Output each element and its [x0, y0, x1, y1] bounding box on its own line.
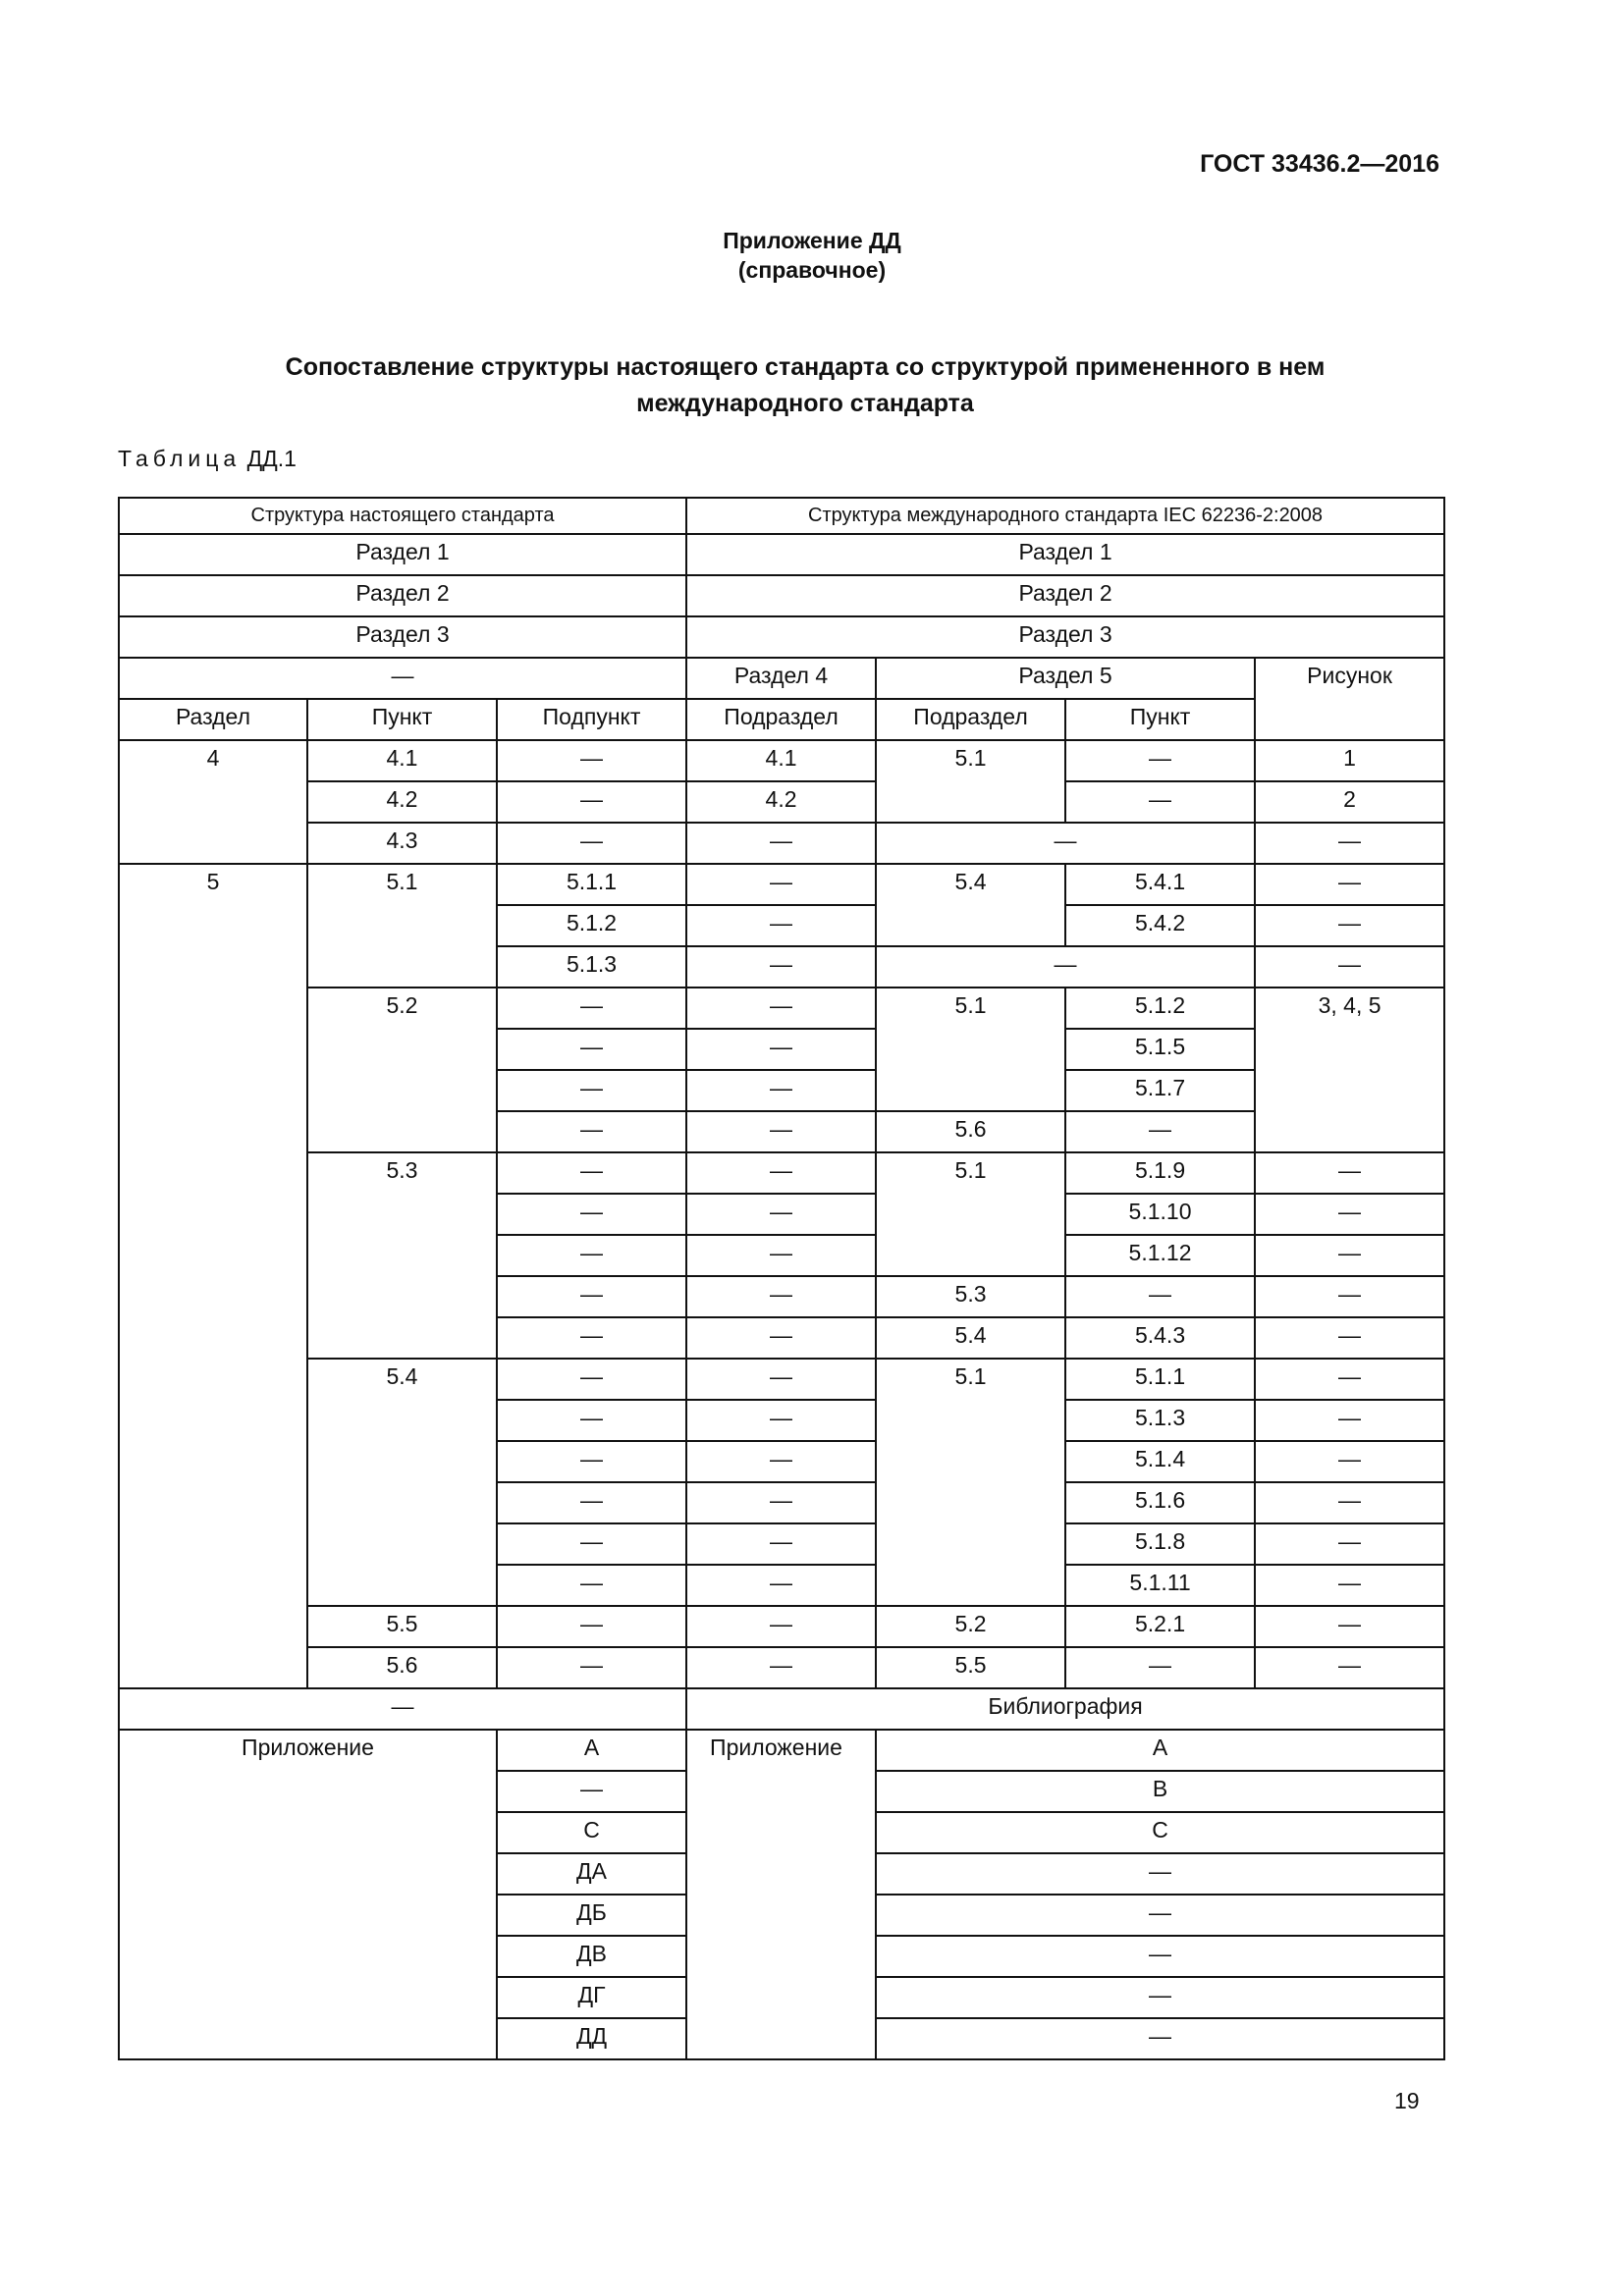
cell: —: [1255, 823, 1444, 864]
cell: 5.1.1: [497, 864, 686, 905]
cell: —: [686, 1606, 876, 1647]
cell: 5.6: [876, 1111, 1065, 1152]
cell: 1: [1255, 740, 1444, 781]
cell: —: [686, 864, 876, 905]
cell: 5.1.11: [1065, 1565, 1255, 1606]
page-title-line-2: международного стандарта: [636, 390, 974, 417]
table-row: [119, 1152, 1444, 1194]
table-row: [119, 1730, 1444, 1771]
cell: —: [497, 823, 686, 864]
cell: 5.1: [876, 988, 1065, 1111]
cell: —: [1255, 1152, 1444, 1194]
cell: —: [686, 1276, 876, 1317]
page-number: 19: [1394, 2088, 1420, 2113]
cell: —: [497, 1523, 686, 1565]
annex-title: Приложение ДД: [723, 228, 901, 253]
cell: —: [497, 1317, 686, 1359]
cell: —: [876, 2018, 1444, 2059]
cell: —: [1255, 1606, 1444, 1647]
cell: —: [1255, 1359, 1444, 1400]
cell: —: [1255, 1565, 1444, 1606]
cell: 4.1: [686, 740, 876, 781]
cell: 5.3: [876, 1276, 1065, 1317]
table-row: [119, 1606, 1444, 1647]
cell: 5.1.12: [1065, 1235, 1255, 1276]
cell: Раздел 2: [119, 575, 686, 616]
cell: 5.2.1: [1065, 1606, 1255, 1647]
cell: —: [686, 1317, 876, 1359]
table-row: [119, 575, 1444, 616]
table-row: [119, 1688, 1444, 1730]
table-row: [119, 616, 1444, 658]
cell: 2: [1255, 781, 1444, 823]
table-caption-number: ДД.1: [246, 446, 297, 471]
cell: —: [497, 1152, 686, 1194]
cell: 5.1: [307, 864, 497, 988]
cell: ДВ: [497, 1936, 686, 1977]
cell: В: [876, 1771, 1444, 1812]
cell: Раздел: [119, 699, 307, 740]
cell: Раздел 5: [876, 658, 1255, 699]
cell: —: [686, 1441, 876, 1482]
cell: —: [1255, 1441, 1444, 1482]
table-subheader-row: [119, 658, 1444, 699]
cell: 5.1: [876, 740, 1065, 823]
cell: —: [686, 1523, 876, 1565]
cell: Пункт: [1065, 699, 1255, 740]
cell: 4.1: [307, 740, 497, 781]
cell: —: [1255, 1647, 1444, 1688]
cell: 5.1.5: [1065, 1029, 1255, 1070]
table-subheader-row: [119, 699, 1444, 740]
cell: —: [497, 1194, 686, 1235]
cell: Рисунок: [1255, 658, 1444, 740]
cell: —: [1065, 781, 1255, 823]
cell: —: [497, 1111, 686, 1152]
cell: —: [497, 1070, 686, 1111]
cell: —: [1255, 1194, 1444, 1235]
cell: 4.2: [307, 781, 497, 823]
cell: —: [497, 988, 686, 1029]
cell: —: [876, 1936, 1444, 1977]
cell: 5.1.8: [1065, 1523, 1255, 1565]
cell: 5.6: [307, 1647, 497, 1688]
cell: 5.1.1: [1065, 1359, 1255, 1400]
cell: —: [497, 781, 686, 823]
cell: 5.1: [876, 1152, 1065, 1276]
cell: 4: [119, 740, 307, 864]
cell: 5.1.6: [1065, 1482, 1255, 1523]
cell: 3, 4, 5: [1255, 988, 1444, 1152]
cell: —: [497, 1482, 686, 1523]
cell: —: [686, 1029, 876, 1070]
cell: 5.1.3: [1065, 1400, 1255, 1441]
cell: Раздел 4: [686, 658, 876, 699]
cell: 5.1.2: [1065, 988, 1255, 1029]
table-row: [119, 740, 1444, 781]
cell: —: [1255, 1400, 1444, 1441]
cell: Подпункт: [497, 699, 686, 740]
cell: 5.3: [307, 1152, 497, 1359]
cell: Подраздел: [876, 699, 1065, 740]
cell: —: [497, 1400, 686, 1441]
cell: 5.4: [876, 864, 1065, 946]
cell: —: [686, 1647, 876, 1688]
cell: Раздел 2: [686, 575, 1444, 616]
cell: 5.1.3: [497, 946, 686, 988]
cell: Приложение: [119, 1730, 497, 2059]
cell: ДБ: [497, 1895, 686, 1936]
cell: —: [1255, 905, 1444, 946]
cell: —: [686, 1565, 876, 1606]
table-caption-word: Таблица: [118, 446, 242, 471]
cell: 4.3: [307, 823, 497, 864]
cell: Раздел 1: [686, 534, 1444, 575]
cell: А: [497, 1730, 686, 1771]
cell: 4.2: [686, 781, 876, 823]
cell: 5.1.7: [1065, 1070, 1255, 1111]
cell: —: [686, 905, 876, 946]
cell: —: [497, 1235, 686, 1276]
table-row: [119, 823, 1444, 864]
cell: 5.4: [876, 1317, 1065, 1359]
cell: —: [1065, 1647, 1255, 1688]
cell: 5.4.3: [1065, 1317, 1255, 1359]
cell: 5.4: [307, 1359, 497, 1606]
cell: 5.5: [307, 1606, 497, 1647]
cell: 5.1.4: [1065, 1441, 1255, 1482]
page-title-line-1: Сопоставление структуры настоящего стандарта со структурой примененного в нем: [285, 353, 1326, 381]
document-number: ГОСТ 33436.2—2016: [1200, 150, 1439, 178]
cell: 5: [119, 864, 307, 1688]
table-row: [119, 864, 1444, 905]
cell: ДГ: [497, 1977, 686, 2018]
cell: Подраздел: [686, 699, 876, 740]
cell: —: [497, 1441, 686, 1482]
cell: —: [497, 1359, 686, 1400]
cell: —: [686, 1359, 876, 1400]
cell: —: [1255, 1482, 1444, 1523]
cell: 5.5: [876, 1647, 1065, 1688]
cell: —: [497, 1276, 686, 1317]
table-row: [119, 781, 1444, 823]
cell: —: [876, 1977, 1444, 2018]
cell: Пункт: [307, 699, 497, 740]
cell: —: [497, 1029, 686, 1070]
cell: ДА: [497, 1853, 686, 1895]
cell: —: [686, 1111, 876, 1152]
cell: Раздел 3: [119, 616, 686, 658]
cell: —: [686, 1194, 876, 1235]
cell: —: [876, 1853, 1444, 1895]
table-caption: [118, 446, 297, 472]
cell: —: [497, 1565, 686, 1606]
header-current-standard: Структура настоящего стандарта: [119, 498, 686, 534]
cell: —: [1065, 740, 1255, 781]
cell: —: [876, 823, 1255, 864]
cell: —: [497, 740, 686, 781]
comparison-table: [118, 497, 1445, 2060]
cell: Раздел 3: [686, 616, 1444, 658]
cell: —: [119, 1688, 686, 1730]
cell: Библиография: [686, 1688, 1444, 1730]
page-title: [167, 349, 1443, 422]
cell: —: [686, 946, 876, 988]
cell: —: [686, 1400, 876, 1441]
annex-header: [0, 226, 1624, 285]
cell: 5.1: [876, 1359, 1065, 1606]
cell: —: [686, 988, 876, 1029]
cell: —: [1255, 1235, 1444, 1276]
cell: —: [119, 658, 686, 699]
cell: —: [876, 1895, 1444, 1936]
cell: 5.4.1: [1065, 864, 1255, 905]
cell: —: [876, 946, 1255, 988]
cell: —: [1255, 864, 1444, 905]
header-international-standard: Структура международного стандарта IEC 62236-2:2008: [686, 498, 1444, 534]
table-row: [119, 1647, 1444, 1688]
cell: Раздел 1: [119, 534, 686, 575]
cell: —: [686, 823, 876, 864]
table-row: [119, 1359, 1444, 1400]
cell: ДД: [497, 2018, 686, 2059]
cell: —: [686, 1152, 876, 1194]
cell: С: [497, 1812, 686, 1853]
cell: —: [686, 1235, 876, 1276]
cell: —: [1065, 1111, 1255, 1152]
annex-kind: (справочное): [737, 257, 887, 283]
cell: —: [1255, 1317, 1444, 1359]
cell: А: [876, 1730, 1444, 1771]
cell: —: [1065, 1276, 1255, 1317]
cell: Приложение: [686, 1730, 876, 2059]
cell: С: [876, 1812, 1444, 1853]
cell: 5.4.2: [1065, 905, 1255, 946]
cell: —: [497, 1647, 686, 1688]
cell: —: [497, 1606, 686, 1647]
cell: 5.1.9: [1065, 1152, 1255, 1194]
cell: —: [497, 1771, 686, 1812]
cell: 5.2: [876, 1606, 1065, 1647]
table-row: [119, 534, 1444, 575]
cell: 5.2: [307, 988, 497, 1152]
cell: —: [1255, 1523, 1444, 1565]
cell: 5.1.10: [1065, 1194, 1255, 1235]
cell: —: [1255, 1276, 1444, 1317]
cell: —: [1255, 946, 1444, 988]
cell: 5.1.2: [497, 905, 686, 946]
table-header-row: [119, 498, 1444, 534]
cell: —: [686, 1070, 876, 1111]
table-row: [119, 988, 1444, 1029]
cell: —: [686, 1482, 876, 1523]
